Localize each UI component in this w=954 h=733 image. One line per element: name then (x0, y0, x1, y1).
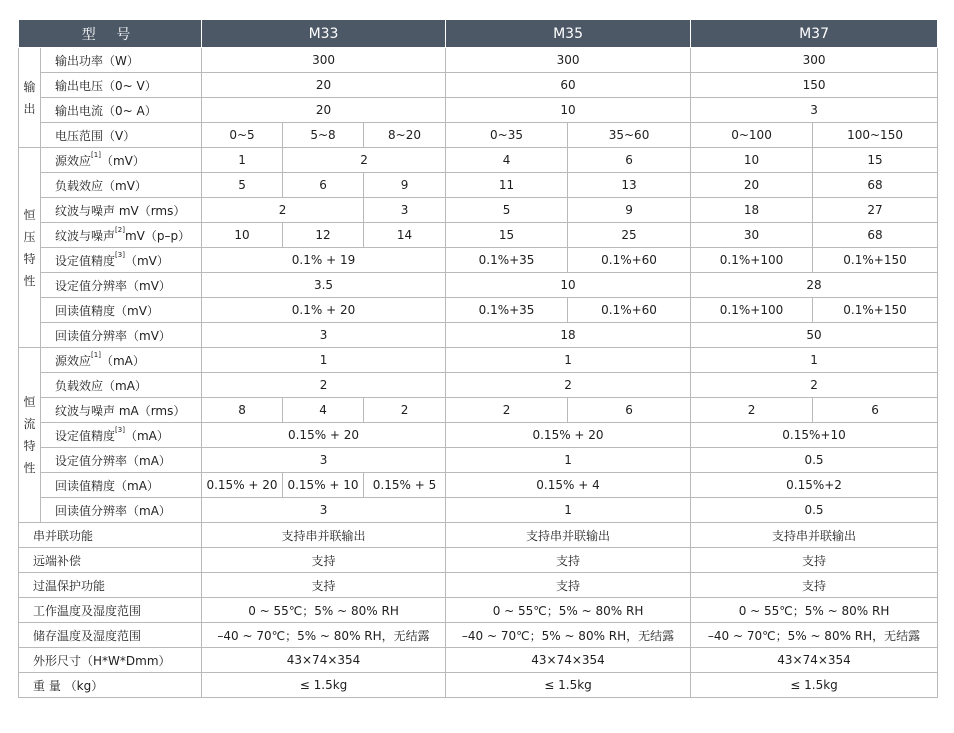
row-label-unit: （mA） (124, 428, 169, 443)
row-label: 串并联功能 (19, 523, 202, 548)
row-cc-setacc (19, 423, 938, 448)
cell: 2 (446, 398, 568, 423)
cell: 4 (446, 148, 568, 173)
row-label: 储存温度及湿度范围 (19, 623, 202, 648)
cell: 0.1% + 19 (202, 248, 446, 273)
cell: 0.15%+10 (691, 423, 938, 448)
cell: 20 (202, 73, 446, 98)
cell: 25 (568, 223, 691, 248)
cell: 1 (691, 348, 938, 373)
cell: 支持 (202, 548, 446, 573)
row-label: 回读值精度（mV） (41, 298, 202, 323)
cell: 0.1%+60 (568, 248, 691, 273)
row-cv-setacc (19, 248, 938, 273)
row-label-text: 源效应 (55, 153, 92, 168)
row-label: 负载效应（mA） (41, 373, 202, 398)
cell: 2 (446, 373, 691, 398)
row-cv-rbres (19, 323, 938, 348)
cell: 0.1%+100 (691, 298, 813, 323)
cell: 35~60 (568, 123, 691, 148)
group-cv (19, 148, 41, 348)
cell: 1 (446, 498, 691, 523)
row-label-unit: （mA） (100, 353, 145, 368)
cell: 6 (283, 173, 364, 198)
row-label-unit: （mV） (124, 253, 169, 268)
cell: 支持串并联输出 (446, 523, 691, 548)
cell: ≤ 1.5kg (202, 673, 446, 698)
row-cv-setres (19, 273, 938, 298)
row-vrange (19, 123, 938, 148)
cell: 10 (446, 273, 691, 298)
cell: 支持 (691, 548, 938, 573)
header-m37: M37 (691, 20, 938, 48)
row-label (41, 348, 202, 373)
row-voltage (19, 73, 938, 98)
row-label-text: 纹波与噪声 (55, 228, 116, 243)
row-cv-rms (19, 198, 938, 223)
cell: 300 (202, 48, 446, 73)
cell: 6 (813, 398, 938, 423)
row-label: 外形尺寸（H*W*Dmm） (19, 648, 202, 673)
row-cv-pp (19, 223, 938, 248)
row-label (41, 148, 202, 173)
row-label-text: 设定值精度 (55, 428, 116, 443)
cell: 支持 (446, 548, 691, 573)
cell: 0.15% + 20 (202, 423, 446, 448)
cell: 支持 (446, 573, 691, 598)
group-cv-char: 性 (23, 273, 36, 288)
group-cc-char: 性 (23, 461, 36, 475)
row-dims (19, 648, 938, 673)
cell: 68 (813, 223, 938, 248)
row-current (19, 98, 938, 123)
header-model: 型 号 (19, 20, 202, 48)
cell: 0.15% + 4 (446, 473, 691, 498)
cell: 2 (202, 198, 364, 223)
row-label: 回读值分辨率（mA） (41, 498, 202, 523)
cell: 10 (202, 223, 283, 248)
cell: 150 (691, 73, 938, 98)
cell: 14 (364, 223, 446, 248)
row-cc-rbres (19, 498, 938, 523)
cell: 5 (446, 198, 568, 223)
cell: 1 (446, 448, 691, 473)
cell: 5 (202, 173, 283, 198)
row-otp (19, 573, 938, 598)
row-power (19, 48, 938, 73)
cell: 4 (283, 398, 364, 423)
cell: 0.15% + 20 (202, 473, 283, 498)
footnote-ref: [1] (91, 350, 101, 359)
row-cc-setres (19, 448, 938, 473)
cell: 0.15%+2 (691, 473, 938, 498)
row-label-unit: mV（p–p） (124, 228, 191, 243)
cell: 3 (364, 198, 446, 223)
cell: 43×74×354 (202, 648, 446, 673)
cell: 100~150 (813, 123, 938, 148)
cell: 300 (691, 48, 938, 73)
cell: 2 (691, 398, 813, 423)
cell: 3 (202, 323, 446, 348)
row-label: 输出功率（W） (41, 48, 202, 73)
group-cc-char: 流 (23, 417, 36, 431)
row-label: 设定值分辨率（mA） (41, 448, 202, 473)
row-weight (19, 673, 938, 698)
cell: 43×74×354 (691, 648, 938, 673)
group-output-char: 出 (23, 101, 36, 116)
cell: 支持 (202, 573, 446, 598)
cell: 27 (813, 198, 938, 223)
row-label: 重 量 （kg） (19, 673, 202, 698)
group-cv-char: 压 (23, 229, 36, 244)
row-label-text: 设定值精度 (55, 253, 116, 268)
row-label: 工作温度及湿度范围 (19, 598, 202, 623)
cell: 68 (813, 173, 938, 198)
row-label-text: 源效应 (55, 353, 92, 368)
cell: 18 (446, 323, 691, 348)
group-cv-char: 恒 (23, 207, 36, 222)
cell: 9 (568, 198, 691, 223)
spec-table (18, 19, 938, 698)
cell: 30 (691, 223, 813, 248)
row-sttemp (19, 623, 938, 648)
row-cc-rbacc (19, 473, 938, 498)
cell: 8 (202, 398, 283, 423)
row-label: 远端补偿 (19, 548, 202, 573)
row-label-unit: （mV） (100, 153, 145, 168)
row-label (41, 248, 202, 273)
row-label: 纹波与噪声 mA（rms） (41, 398, 202, 423)
row-cv-rbacc (19, 298, 938, 323)
cell: 5~8 (283, 123, 364, 148)
row-series (19, 523, 938, 548)
footnote-ref: [2] (115, 225, 125, 234)
cell: 1 (202, 348, 446, 373)
group-cc-char: 恒 (23, 395, 36, 409)
row-label (41, 223, 202, 248)
cell: 1 (446, 348, 691, 373)
cell: 10 (446, 98, 691, 123)
cell: 18 (691, 198, 813, 223)
cell: 3.5 (202, 273, 446, 298)
cell: 支持串并联输出 (202, 523, 446, 548)
row-cv-source (19, 148, 938, 173)
cell: 8~20 (364, 123, 446, 148)
cell: 2 (364, 398, 446, 423)
row-label (41, 423, 202, 448)
cell: 6 (568, 398, 691, 423)
cell: 3 (202, 448, 446, 473)
footnote-ref: [3] (115, 250, 125, 259)
cell: 0~5 (202, 123, 283, 148)
row-label: 输出电流（0~ A） (41, 98, 202, 123)
row-label: 设定值分辨率（mV） (41, 273, 202, 298)
group-output (19, 48, 41, 148)
cell: –40 ~ 70℃；5% ~ 80% RH，无结露 (446, 623, 691, 648)
cell: 13 (568, 173, 691, 198)
group-cc-char: 特 (23, 439, 36, 453)
row-label: 纹波与噪声 mV（rms） (41, 198, 202, 223)
cell: 0.1%+35 (446, 298, 568, 323)
cell: 0~100 (691, 123, 813, 148)
row-label: 过温保护功能 (19, 573, 202, 598)
cell: 9 (364, 173, 446, 198)
cell: 1 (202, 148, 283, 173)
cell: 3 (691, 98, 938, 123)
cell: 0.5 (691, 498, 938, 523)
footnote-ref: [3] (115, 425, 125, 434)
group-cc (19, 348, 41, 523)
cell: 60 (446, 73, 691, 98)
cell: 0.15% + 20 (446, 423, 691, 448)
cell: –40 ~ 70℃；5% ~ 80% RH，无结露 (691, 623, 938, 648)
row-cc-load (19, 373, 938, 398)
cell: –40 ~ 70℃；5% ~ 80% RH，无结露 (202, 623, 446, 648)
cell: 2 (202, 373, 446, 398)
cell: 0.5 (691, 448, 938, 473)
cell: 15 (446, 223, 568, 248)
cell: 0 ~ 55℃；5% ~ 80% RH (202, 598, 446, 623)
cell: 0 ~ 55℃；5% ~ 80% RH (446, 598, 691, 623)
cell: 2 (283, 148, 446, 173)
cell: 20 (202, 98, 446, 123)
cell: 50 (691, 323, 938, 348)
cell: 28 (691, 273, 938, 298)
cell: 0.1%+60 (568, 298, 691, 323)
cell: 10 (691, 148, 813, 173)
cell: 0.15% + 10 (283, 473, 364, 498)
cell: ≤ 1.5kg (446, 673, 691, 698)
cell: 20 (691, 173, 813, 198)
cell: 0.1% + 20 (202, 298, 446, 323)
group-output-char: 输 (23, 79, 36, 94)
cell: ≤ 1.5kg (691, 673, 938, 698)
cell: 3 (202, 498, 446, 523)
row-label: 负载效应（mV） (41, 173, 202, 198)
group-cv-char: 特 (23, 251, 36, 266)
cell: 6 (568, 148, 691, 173)
row-label: 电压范围（V） (41, 123, 202, 148)
cell: 0.15% + 5 (364, 473, 446, 498)
cell: 支持 (691, 573, 938, 598)
cell: 2 (691, 373, 938, 398)
row-label: 输出电压（0~ V） (41, 73, 202, 98)
footnote-ref: [1] (91, 150, 101, 159)
cell: 0.1%+150 (813, 298, 938, 323)
cell: 300 (446, 48, 691, 73)
cell: 0.1%+150 (813, 248, 938, 273)
row-cc-source (19, 348, 938, 373)
row-cc-rms (19, 398, 938, 423)
row-label: 回读值精度（mA） (41, 473, 202, 498)
cell: 0 ~ 55℃；5% ~ 80% RH (691, 598, 938, 623)
cell: 0~35 (446, 123, 568, 148)
cell: 11 (446, 173, 568, 198)
cell: 15 (813, 148, 938, 173)
cell: 支持串并联输出 (691, 523, 938, 548)
header-m33: M33 (202, 20, 446, 48)
header-row (19, 20, 938, 48)
cell: 12 (283, 223, 364, 248)
row-optemp (19, 598, 938, 623)
row-cv-load (19, 173, 938, 198)
cell: 0.1%+100 (691, 248, 813, 273)
header-m35: M35 (446, 20, 691, 48)
cell: 0.1%+35 (446, 248, 568, 273)
cell: 43×74×354 (446, 648, 691, 673)
row-remote (19, 548, 938, 573)
row-label: 回读值分辨率（mV） (41, 323, 202, 348)
